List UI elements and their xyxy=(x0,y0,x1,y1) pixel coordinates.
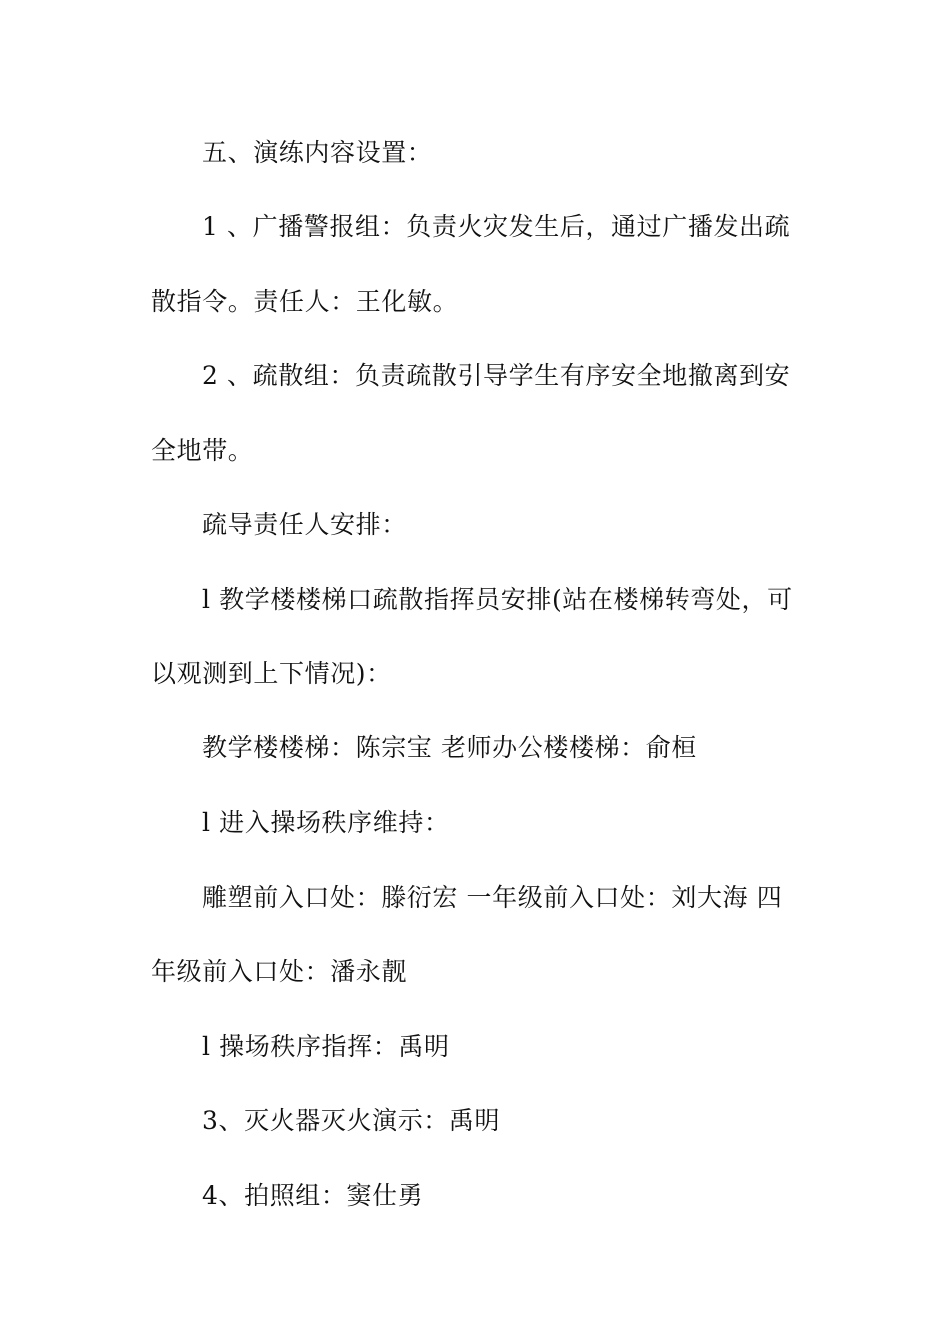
item-2-line-1: 2 、疏散组：负责疏散引导学生有序安全地撤离到安 xyxy=(202,361,791,390)
stair-assignments: 教学楼楼梯：陈宗宝 老师办公楼楼梯：俞桓 xyxy=(202,733,697,762)
entry-order-title: l 进入操场秩序维持： xyxy=(202,808,450,837)
field-command: l 操场秩序指挥：禹明 xyxy=(202,1032,450,1061)
item-1-line-2: 散指令。责任人：王化敏。 xyxy=(151,287,459,316)
section-heading: 五、演练内容设置： xyxy=(202,138,433,167)
guide-arrangement-title: 疏导责任人安排： xyxy=(202,510,407,539)
item-4: 4、拍照组：窦仕勇 xyxy=(202,1181,424,1210)
item-3: 3、灭火器灭火演示：禹明 xyxy=(202,1106,501,1135)
item-1-line-1: 1 、广播警报组：负责火灾发生后，通过广播发出疏 xyxy=(202,212,791,241)
entry-assignments-line-1: 雕塑前入口处：滕衍宏 一年级前入口处：刘大海 四 xyxy=(202,883,783,912)
stair-commanders-line-2: 以观测到上下情况)： xyxy=(151,659,392,688)
stair-commanders-line-1: l 教学楼楼梯口疏散指挥员安排(站在楼梯转弯处，可 xyxy=(202,585,793,614)
entry-assignments-line-2: 年级前入口处：潘永靓 xyxy=(151,957,408,986)
item-2-line-2: 全地带。 xyxy=(151,436,254,465)
